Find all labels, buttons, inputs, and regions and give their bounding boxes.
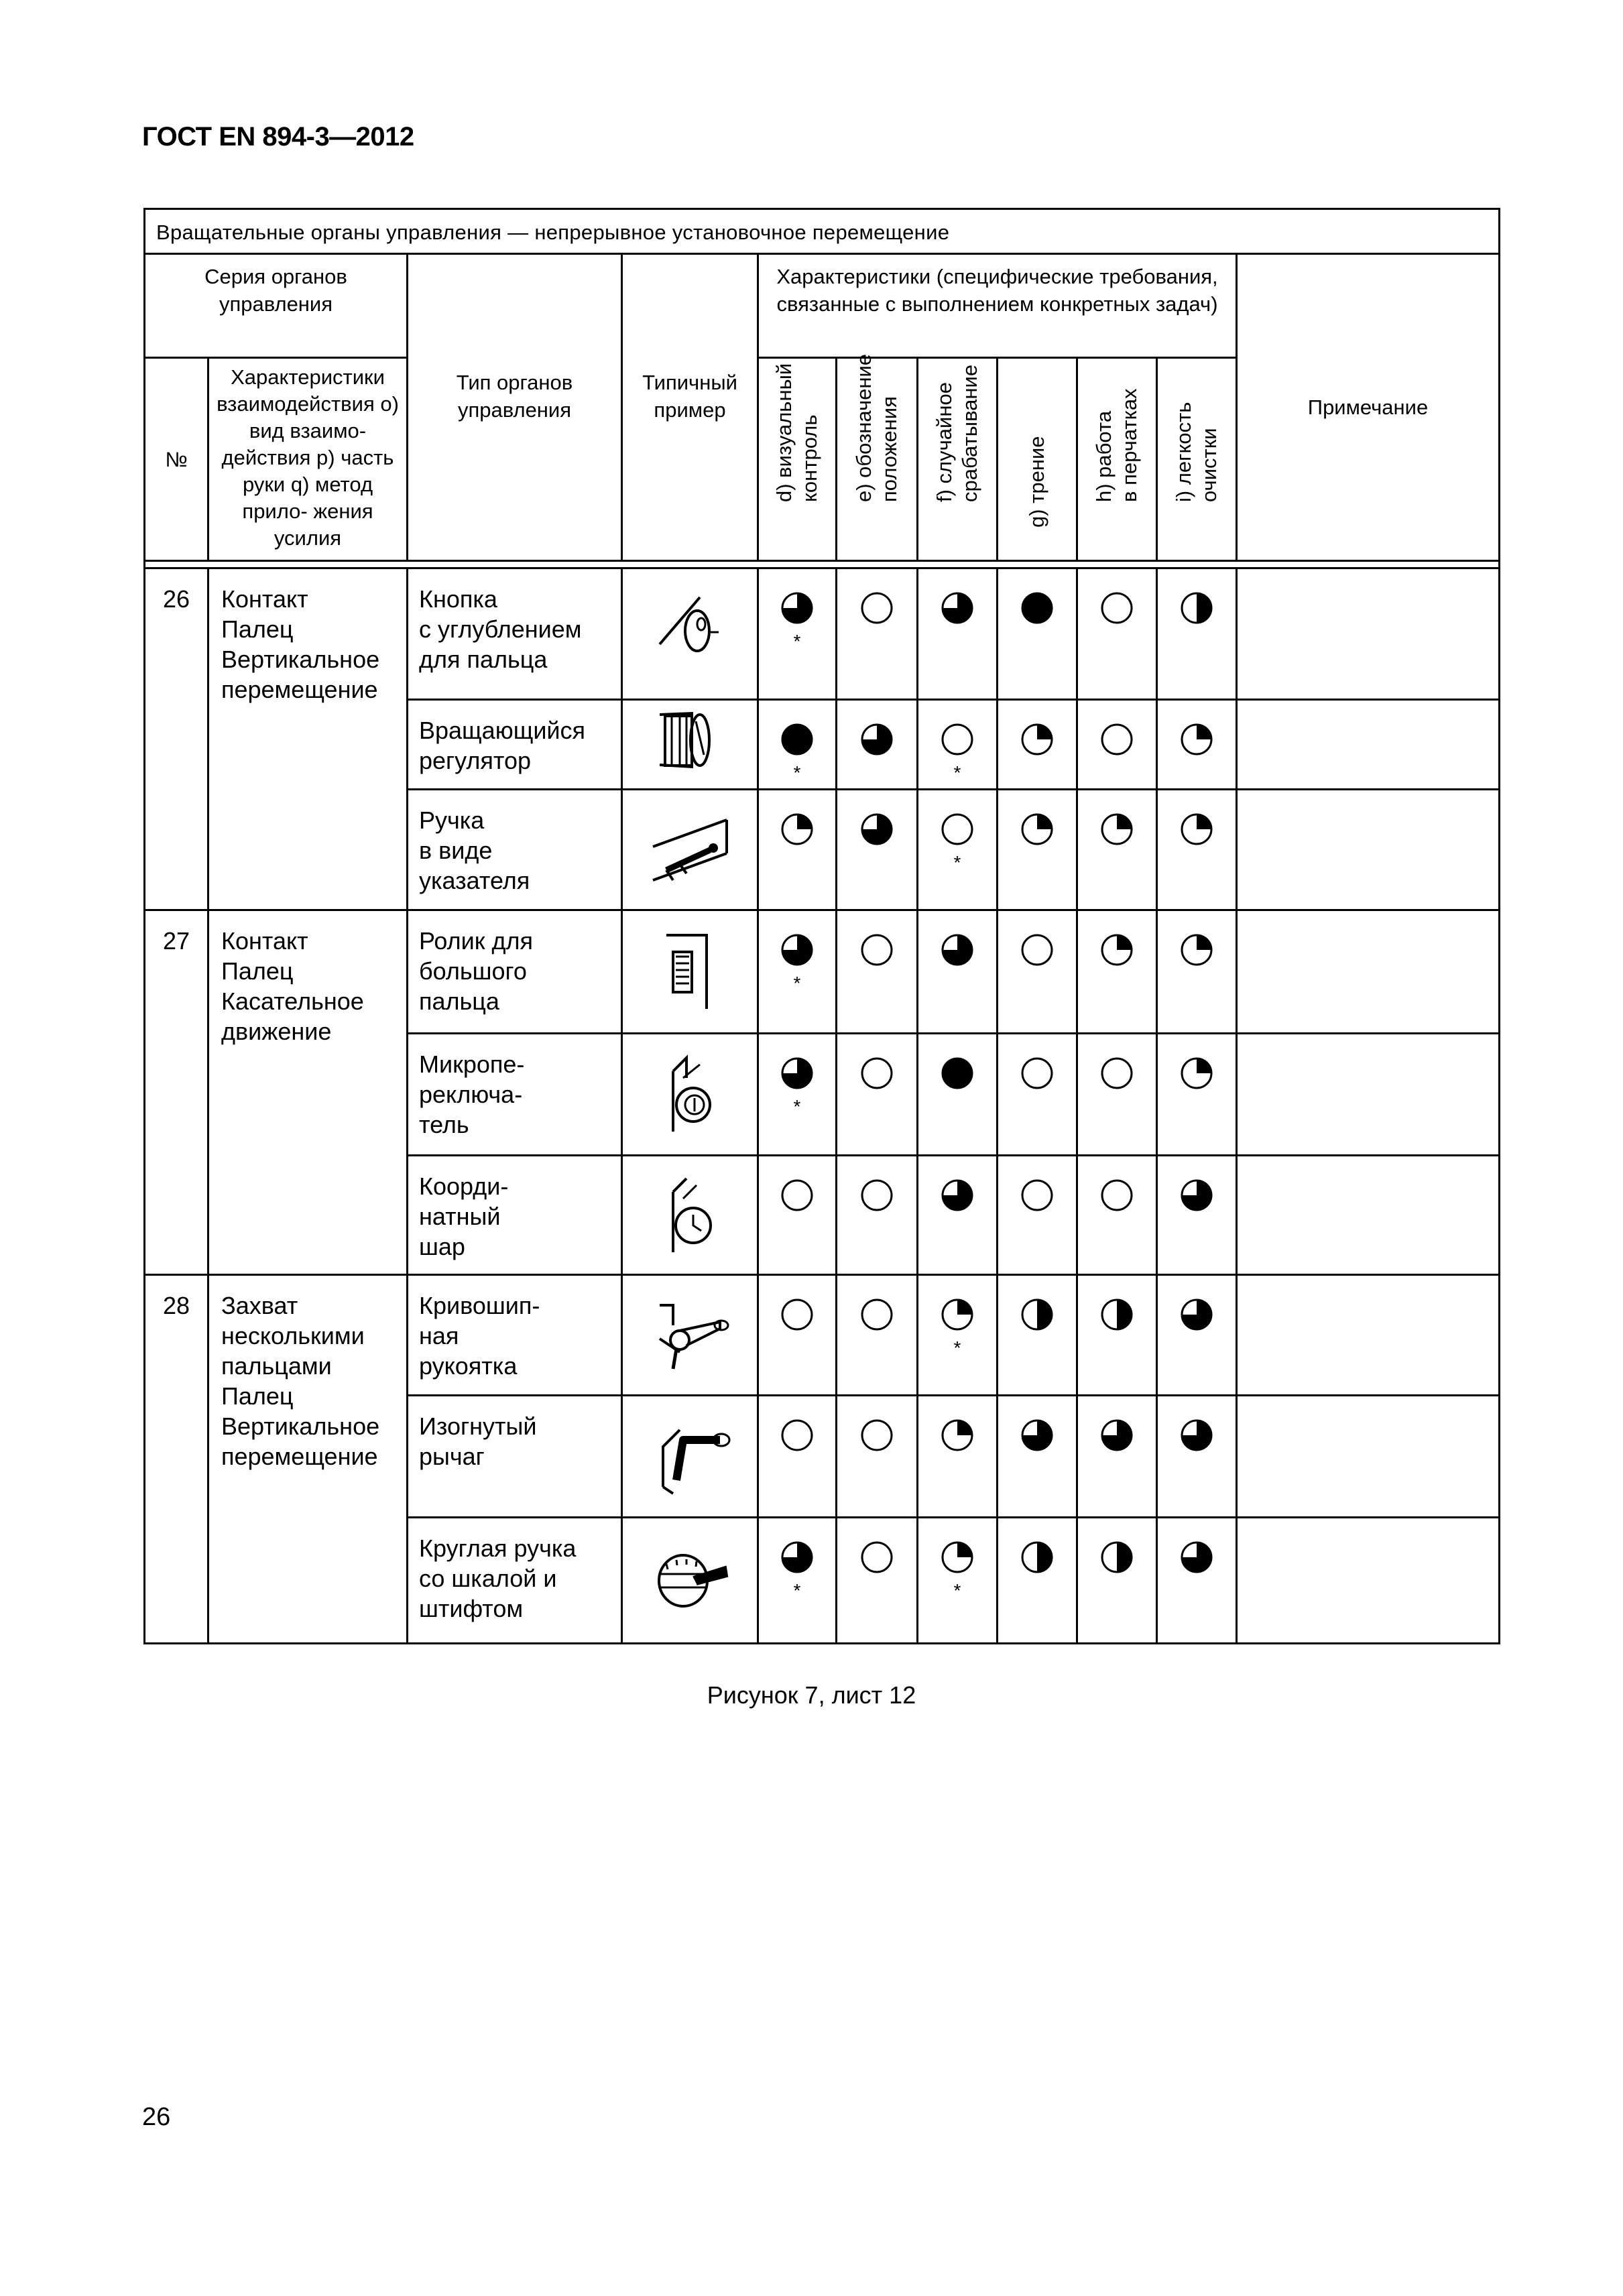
rating-cell: [837, 1275, 918, 1396]
rating-cell: [918, 1156, 998, 1275]
rating-cell: [998, 700, 1077, 790]
rating-full-icon: [777, 719, 817, 760]
group-number: 27: [145, 910, 208, 1275]
example-cell: [622, 700, 758, 790]
asterisk-note: *: [793, 1580, 801, 1601]
rating-cell: [998, 1275, 1077, 1396]
pointer-handle-icon: [646, 806, 733, 894]
rating-cell: [837, 790, 918, 910]
rating-empty-icon: [857, 1175, 897, 1215]
rating-three-quarter-icon: [777, 588, 817, 628]
control-type: Коорди- натный шар: [408, 1156, 622, 1275]
rating-cell: [758, 1156, 837, 1275]
rating-cell: [1077, 1396, 1157, 1518]
rating-quarter-icon: [1177, 809, 1217, 849]
microswitch-icon: [646, 1051, 733, 1138]
rating-full-icon: [1017, 588, 1057, 628]
control-type: Круглая ручка со шкалой и штифтом: [408, 1518, 622, 1644]
col-header-friction: g) трение: [998, 358, 1077, 561]
rating-empty-icon: [1017, 930, 1057, 970]
rating-empty-icon: [857, 1415, 897, 1455]
control-type-header: Тип органов управления: [408, 254, 622, 561]
rating-quarter-icon: [1177, 719, 1217, 760]
example-cell: [622, 910, 758, 1034]
rating-empty-icon: [937, 719, 977, 760]
rating-cell: [837, 700, 918, 790]
asterisk-note: *: [953, 1580, 961, 1601]
rating-empty-icon: [1097, 588, 1137, 628]
note-cell: [1237, 1156, 1500, 1275]
rating-three-quarter-icon: [1177, 1175, 1217, 1215]
interaction-header: Характеристики взаимодействия о) вид взаимо- действия р) часть руки q) метод прило- жения усилия: [208, 358, 408, 561]
rating-cell: [1157, 1518, 1237, 1644]
number-header: №: [145, 358, 208, 561]
table-row: [145, 1275, 1500, 1396]
rating-quarter-icon: [937, 1537, 977, 1577]
bent-lever-icon: [646, 1413, 733, 1500]
control-type: Ручка в виде указателя: [408, 790, 622, 910]
rating-cell: [758, 700, 837, 790]
group-interaction: Захват несколькими пальцами Палец Вертикальное перемещение: [208, 1275, 408, 1644]
rating-three-quarter-icon: [1177, 1294, 1217, 1335]
rating-cell: [1077, 910, 1157, 1034]
rating-quarter-icon: [937, 1415, 977, 1455]
table-row: [145, 568, 1500, 700]
example-header: Типичный пример: [622, 254, 758, 561]
trackball-icon: [646, 1172, 733, 1259]
rating-cell: [837, 1396, 918, 1518]
note-cell: [1237, 1518, 1500, 1644]
rating-half-icon: [1097, 1537, 1137, 1577]
example-cell: [622, 790, 758, 910]
control-type: Кривошип- ная рукоятка: [408, 1275, 622, 1396]
rating-cell: [758, 568, 837, 700]
rating-cell: [918, 1396, 998, 1518]
rating-half-icon: [1017, 1537, 1057, 1577]
rating-empty-icon: [1097, 719, 1137, 760]
rating-quarter-icon: [777, 809, 817, 849]
note-cell: [1237, 1034, 1500, 1156]
rating-cell: [918, 568, 998, 700]
note-cell: [1237, 1275, 1500, 1396]
rating-cell: [998, 1518, 1077, 1644]
rating-cell: [758, 790, 837, 910]
rating-three-quarter-icon: [1177, 1415, 1217, 1455]
rating-cell: [998, 790, 1077, 910]
rating-empty-icon: [777, 1175, 817, 1215]
rating-cell: [998, 1156, 1077, 1275]
rating-three-quarter-icon: [857, 719, 897, 760]
rating-cell: [1157, 1156, 1237, 1275]
rating-cell: [837, 1518, 918, 1644]
rating-quarter-icon: [1097, 930, 1137, 970]
rating-empty-icon: [857, 1294, 897, 1335]
rating-empty-icon: [857, 1537, 897, 1577]
rating-three-quarter-icon: [1017, 1415, 1057, 1455]
rating-full-icon: [937, 1053, 977, 1093]
thumbwheel-icon: [646, 928, 733, 1016]
group-interaction: Контакт Палец Касательное движение: [208, 910, 408, 1275]
col-header-cleaning: i) легкость очистки: [1157, 358, 1237, 561]
rating-quarter-icon: [1017, 719, 1057, 760]
rating-cell: [1077, 1034, 1157, 1156]
rating-empty-icon: [1097, 1175, 1137, 1215]
rating-cell: [918, 1518, 998, 1644]
rating-cell: [837, 1034, 918, 1156]
rating-quarter-icon: [1177, 1053, 1217, 1093]
rating-empty-icon: [777, 1294, 817, 1335]
rating-three-quarter-icon: [857, 809, 897, 849]
rating-empty-icon: [937, 809, 977, 849]
controls-table: [143, 208, 1500, 1644]
rating-cell: [758, 1518, 837, 1644]
example-cell: [622, 1156, 758, 1275]
rating-empty-icon: [857, 930, 897, 970]
asterisk-note: *: [793, 973, 801, 993]
rating-cell: [1077, 568, 1157, 700]
rating-three-quarter-icon: [937, 930, 977, 970]
rating-cell: [1157, 700, 1237, 790]
control-type: Ролик для большого пальца: [408, 910, 622, 1034]
control-type: Изогнутый рычаг: [408, 1396, 622, 1518]
rating-quarter-icon: [1177, 930, 1217, 970]
control-type: Кнопка с углублением для пальца: [408, 568, 622, 700]
recessed-knob-icon: [646, 591, 733, 678]
rating-empty-icon: [1017, 1053, 1057, 1093]
group-interaction: Контакт Палец Вертикальное перемещение: [208, 568, 408, 910]
document-header: ГОСТ EN 894-3—2012: [142, 122, 414, 152]
rating-half-icon: [1017, 1294, 1057, 1335]
example-cell: [622, 568, 758, 700]
group-number: 28: [145, 1275, 208, 1644]
rating-empty-icon: [857, 588, 897, 628]
col-header-accidental-activation: f) случайное срабатывание: [918, 358, 998, 561]
rating-cell: [1077, 790, 1157, 910]
rating-quarter-icon: [1097, 809, 1137, 849]
rating-quarter-icon: [937, 1294, 977, 1335]
asterisk-note: *: [953, 1337, 961, 1358]
note-cell: [1237, 568, 1500, 700]
rating-three-quarter-icon: [1177, 1537, 1217, 1577]
rating-cell: [837, 1156, 918, 1275]
rating-empty-icon: [777, 1415, 817, 1455]
figure-caption: Рисунок 7, лист 12: [707, 1681, 916, 1709]
col-header-gloves: h) работа в перчатках: [1077, 358, 1157, 561]
note-cell: [1237, 910, 1500, 1034]
rating-cell: [918, 700, 998, 790]
rating-cell: [1157, 910, 1237, 1034]
rating-cell: [1157, 568, 1237, 700]
rating-cell: [837, 568, 918, 700]
example-cell: [622, 1396, 758, 1518]
rating-empty-icon: [857, 1053, 897, 1093]
col-header-position-marking: e) обозначение положения: [837, 358, 918, 561]
rating-cell: [1077, 1518, 1157, 1644]
group-number: 26: [145, 568, 208, 910]
note-cell: [1237, 700, 1500, 790]
rating-cell: [918, 790, 998, 910]
rating-cell: [1077, 1156, 1157, 1275]
rating-three-quarter-icon: [937, 1175, 977, 1215]
asterisk-note: *: [793, 631, 801, 652]
asterisk-note: *: [953, 762, 961, 783]
rating-cell: [918, 1275, 998, 1396]
rating-cell: [1077, 1275, 1157, 1396]
crank-handle-icon: [646, 1292, 733, 1379]
table-title: Вращательные органы управления — непрерывное установочное перемещение: [145, 209, 1500, 254]
table-row: [145, 910, 1500, 1034]
control-type: Микропе- реключа- тель: [408, 1034, 622, 1156]
rating-three-quarter-icon: [777, 1537, 817, 1577]
rating-empty-icon: [1097, 1053, 1137, 1093]
example-cell: [622, 1518, 758, 1644]
rating-cell: [998, 568, 1077, 700]
rating-half-icon: [1097, 1294, 1137, 1335]
rating-cell: [918, 910, 998, 1034]
rating-cell: [998, 1034, 1077, 1156]
rating-three-quarter-icon: [777, 930, 817, 970]
rating-cell: [1157, 790, 1237, 910]
example-cell: [622, 1034, 758, 1156]
series-header: Серия органов управления: [145, 254, 408, 358]
rating-cell: [758, 1275, 837, 1396]
rating-three-quarter-icon: [937, 588, 977, 628]
rating-cell: [998, 910, 1077, 1034]
rating-cell: [837, 910, 918, 1034]
page-number: 26: [142, 2103, 171, 2131]
rating-three-quarter-icon: [777, 1053, 817, 1093]
rating-cell: [918, 1034, 998, 1156]
rating-half-icon: [1177, 588, 1217, 628]
rating-cell: [1077, 700, 1157, 790]
asterisk-note: *: [793, 1096, 801, 1117]
note-header: Примечание: [1237, 254, 1500, 561]
rating-cell: [758, 910, 837, 1034]
example-cell: [622, 1275, 758, 1396]
rotary-regulator-icon: [646, 701, 733, 788]
rating-empty-icon: [1017, 1175, 1057, 1215]
characteristics-header: Характеристики (специфические требования, связанные с выполнением конкретных задач): [758, 254, 1237, 358]
rating-cell: [1157, 1396, 1237, 1518]
rating-cell: [758, 1034, 837, 1156]
rating-cell: [758, 1396, 837, 1518]
asterisk-note: *: [793, 762, 801, 783]
rating-three-quarter-icon: [1097, 1415, 1137, 1455]
col-header-visual-control: d) визуальный контроль: [758, 358, 837, 561]
note-cell: [1237, 790, 1500, 910]
rating-cell: [1157, 1034, 1237, 1156]
note-cell: [1237, 1396, 1500, 1518]
asterisk-note: *: [953, 852, 961, 873]
rating-cell: [1157, 1275, 1237, 1396]
dial-knob-pin-icon: [646, 1537, 733, 1624]
control-type: Вращающийся регулятор: [408, 700, 622, 790]
rating-quarter-icon: [1017, 809, 1057, 849]
rating-cell: [998, 1396, 1077, 1518]
